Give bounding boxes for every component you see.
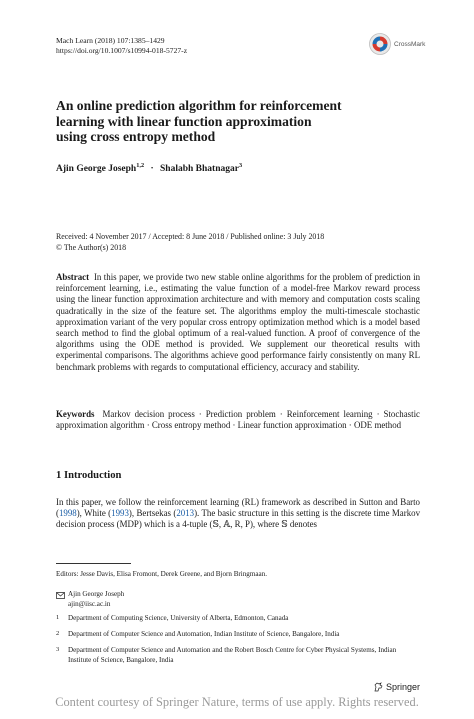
journal-citation: Mach Learn (2018) 107:1385–1429	[56, 36, 165, 45]
paper-title	[56, 98, 386, 145]
affiliation-number: 3	[56, 646, 60, 653]
envelope-icon	[56, 592, 65, 599]
keywords-text: Markov decision process · Prediction problem · Reinforcement learning · Stochastic approximation algorithm · Cross entropy method · Linear function approximation · ODE method	[56, 409, 421, 431]
publisher-name: Springer	[386, 682, 421, 692]
affiliation-number: 1	[56, 614, 60, 621]
citation-link[interactable]: 1998	[58, 508, 77, 519]
title-line: learning with linear function approximation	[56, 113, 312, 129]
abstract	[56, 272, 420, 373]
intro-text: In this paper, we follow the reinforcement learning (RL) framework as described in Sutton and Barto (	[56, 497, 420, 519]
affiliation-item	[0, 630, 474, 642]
title-line: An online prediction algorithm for reinforcement	[56, 98, 342, 113]
publication-dates: Received: 4 November 2017 / Accepted: 8 June 2018 / Published online: 3 July 2018	[56, 232, 325, 241]
intro-text: ), Bertsekas (	[128, 508, 177, 519]
abstract-label: Abstract	[56, 272, 90, 282]
editors-note: Editors: Jesse Davis, Elisa Fromont, Derek Greene, and Bjorn Bringmaan.	[56, 570, 267, 578]
affiliation-text: Department of Computer Science and Automation, Indian Institute of Science, Bangalore, India	[68, 630, 340, 638]
springer-horse-icon	[373, 682, 384, 692]
intro-text: ). The basic structure in this setting is the discrete time Markov decision process (MDP) which is a 4-tuple (𝕊, 𝔸, R, P), where 𝕊 denotes	[56, 508, 421, 530]
abstract-text: In this paper, we provide two new stable online algorithms for the problem of prediction in reinforcement learning, i.e., estimating the value function of a model-free Markov reward process using the linear function approximation architecture and with memory and computation costs scaling quadratically in the size of the feature set. The algorithms employ the multi-timescale stochastic approximation variant of the very popular cross entropy optimization method which is a model based search method to find the global optimum of a real-valued function. A proof of convergence of the algorithms using the ODE method is provided. We supplement our theoretical results with experimental comparisons. The algorithms achieve good performance fairly consistently on many RL benchmark problems with regards to computational efficiency, accuracy and stability.	[56, 272, 421, 372]
author-separator: ·	[150, 164, 154, 175]
crossmark-label: CrossMark	[394, 40, 426, 48]
doi-link[interactable]: https://doi.org/10.1007/s10994-018-5727-z	[56, 46, 188, 55]
author-affiliation-marker: 1,2	[136, 162, 145, 169]
citation-link[interactable]: 2013	[176, 508, 195, 519]
title-line: using cross entropy method	[56, 129, 216, 144]
affiliation-text: Department of Computer Science and Automation and the Robert Bosch Centre for Cyber Physical Systems, Indian Institute of Science, Bangalore, India	[68, 646, 397, 664]
section-heading: 1 Introduction	[56, 470, 122, 481]
crossmark-icon	[369, 33, 391, 55]
affiliation-number: 2	[56, 630, 60, 637]
citation-link[interactable]: 1993	[111, 508, 129, 519]
author-name[interactable]: Shalabh Bhatnagar	[160, 164, 239, 175]
footnote-divider	[56, 563, 131, 564]
corresponding-author-name: Ajin George Joseph	[68, 590, 125, 598]
keywords-label: Keywords	[56, 409, 95, 419]
copyright-notice: © The Author(s) 2018	[56, 242, 127, 252]
affiliation-text: Department of Computing Science, University of Alberta, Edmonton, Canada	[68, 614, 289, 622]
keywords	[56, 409, 420, 431]
affiliation-item	[0, 614, 474, 626]
corresponding-author-email[interactable]: ajin@iisc.ac.in	[68, 600, 111, 608]
introduction-paragraph	[56, 497, 420, 531]
intro-text: ), White (	[76, 508, 112, 519]
author-affiliation-marker: 3	[238, 162, 243, 169]
author-name[interactable]: Ajin George Joseph	[56, 164, 137, 175]
publisher-mark	[373, 682, 420, 692]
crossmark-badge[interactable]	[369, 31, 429, 57]
affiliation-item	[0, 646, 474, 668]
publication-history	[56, 232, 324, 253]
author-list	[56, 162, 242, 174]
courtesy-notice: Content courtesy of Springer Nature, terms of use apply. Rights reserved.	[55, 695, 419, 709]
